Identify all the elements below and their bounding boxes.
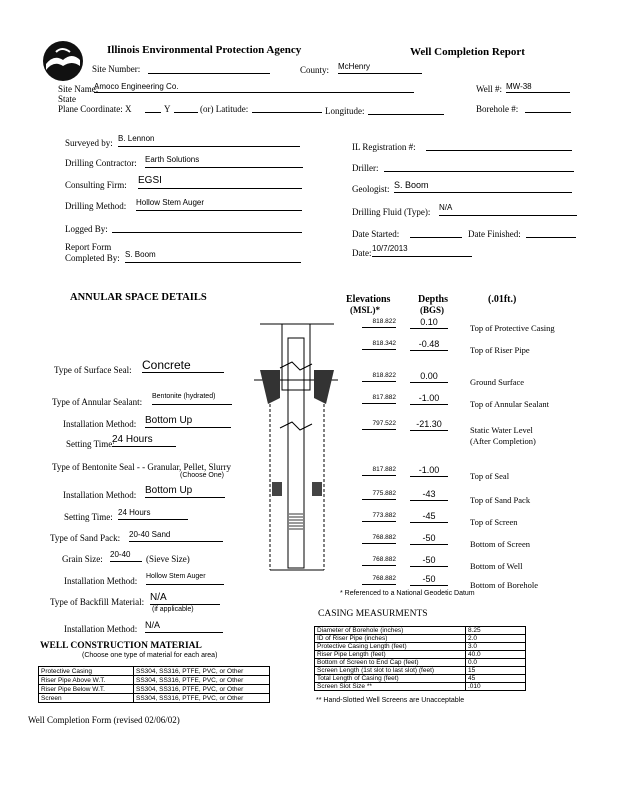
report-form-label: Report Form	[65, 242, 112, 252]
casing-value[interactable]: .010	[466, 683, 526, 691]
casing-label: ID of Riser Pipe (inches)	[315, 635, 466, 643]
longitude-field[interactable]	[368, 105, 444, 115]
installation-method-field-3[interactable]: Hollow Stem Auger	[146, 573, 224, 585]
casing-value[interactable]: 40.0	[466, 651, 526, 659]
completed-by-label: Completed By:	[65, 253, 120, 263]
depth-description: Top of Protective Casing	[470, 323, 555, 333]
depth-value[interactable]: -1.00	[410, 393, 448, 405]
elevations-header: Elevations	[346, 294, 391, 305]
latitude-label: (or) Latitude:	[200, 104, 249, 114]
county-label: County:	[300, 65, 330, 75]
depth-value[interactable]: -45	[410, 511, 448, 523]
depth-value[interactable]: -43	[410, 489, 448, 501]
depths-header: Depths	[418, 294, 449, 305]
elevation-value[interactable]: 768.882	[362, 534, 396, 544]
logged-by-label: Logged By:	[65, 224, 108, 234]
depth-description: Ground Surface	[470, 377, 525, 387]
casing-label: Bottom of Screen to End Cap (feet)	[315, 659, 466, 667]
bgs-header: (BGS)	[420, 305, 445, 315]
casing-value[interactable]: 3.0	[466, 643, 526, 651]
depth-value[interactable]: -50	[410, 574, 448, 586]
depth-description: Static Water Level	[470, 425, 533, 435]
construction-row	[39, 694, 270, 703]
elevation-value[interactable]: 768.882	[362, 575, 396, 585]
casing-value[interactable]: 45	[466, 675, 526, 683]
y-label: Y	[164, 104, 171, 114]
borehole-label: Borehole #:	[476, 104, 519, 114]
casing-label: Total Length of Casing (feet)	[315, 675, 466, 683]
casing-label: Screen Slot Size **	[315, 683, 466, 691]
depth-value[interactable]: 0.00	[410, 371, 448, 383]
latitude-field[interactable]	[252, 103, 322, 113]
elevation-value[interactable]: 768.882	[362, 556, 396, 566]
depth-description: Bottom of Screen	[470, 539, 530, 549]
completed-by-field[interactable]: S. Boom	[125, 250, 301, 263]
y-coordinate-field[interactable]	[174, 103, 198, 113]
date-finished-field[interactable]	[526, 227, 576, 238]
setting-time-field-2[interactable]: 24 Hours	[118, 508, 188, 520]
form-revision-footer: Well Completion Form (revised 02/06/02)	[28, 715, 180, 725]
depth-value[interactable]: -1.00	[410, 465, 448, 477]
date-started-field[interactable]	[410, 227, 462, 238]
depth-description: Top of Annular Sealant	[470, 399, 549, 409]
sand-pack-field[interactable]: 20-40 Sand	[129, 530, 223, 542]
depth-description: Top of Sand Pack	[470, 495, 531, 505]
casing-row	[315, 635, 526, 643]
driller-label: Driller:	[352, 163, 379, 173]
installation-method-field-2[interactable]: Bottom Up	[145, 485, 225, 498]
site-name-field[interactable]: Amoco Engineering Co.	[94, 82, 414, 93]
consulting-label: Consulting Firm:	[65, 180, 127, 190]
installation-method-field-4[interactable]: N/A	[145, 620, 223, 633]
casing-value[interactable]: 8.25	[466, 627, 526, 635]
annular-sealant-label: Type of Annular Sealant:	[52, 397, 143, 407]
setting-time-field-1[interactable]: 24 Hours	[112, 434, 176, 447]
casing-value[interactable]: 0.0	[466, 659, 526, 667]
construction-row	[39, 685, 270, 694]
date-field[interactable]: 10/7/2013	[372, 244, 472, 257]
casing-row	[315, 643, 526, 651]
elevation-value[interactable]: 775.882	[362, 490, 396, 500]
drilling-fluid-label: Drilling Fluid (Type):	[352, 207, 431, 217]
drilling-method-label: Drilling Method:	[65, 201, 127, 211]
backfill-label: Type of Backfill Material:	[50, 597, 145, 607]
depth-description: Top of Seal	[470, 471, 510, 481]
drilling-method-field[interactable]: Hollow Stem Auger	[136, 198, 302, 211]
construction-options[interactable]: SS304, SS316, PTFE, PVC, or Other	[134, 667, 270, 676]
contractor-field[interactable]: Earth Solutions	[145, 155, 303, 168]
construction-area: Screen	[39, 694, 134, 703]
casing-row	[315, 659, 526, 667]
grain-size-label: Grain Size:	[62, 554, 103, 564]
construction-options[interactable]: SS304, SS316, PTFE, PVC, or Other	[134, 685, 270, 694]
bentonite-seal-label: Type of Bentonite Seal - - Granular, Pellet, Slurry	[52, 462, 231, 472]
well-diagram	[252, 318, 342, 578]
construction-table	[38, 666, 270, 703]
date-finished-label: Date Finished:	[468, 229, 521, 239]
registration-label: IL Registration #:	[352, 142, 416, 152]
plane-coordinate-label: Plane Coordinate: X	[58, 104, 132, 114]
site-name-label: Site Name:	[58, 84, 99, 94]
sand-pack-label: Type of Sand Pack:	[50, 533, 121, 543]
casing-table	[314, 626, 526, 691]
elevation-value[interactable]: 818.822	[362, 372, 396, 382]
installation-method-label-4: Installation Method:	[64, 624, 138, 634]
construction-row	[39, 676, 270, 685]
depth-description: Top of Riser Pipe	[470, 345, 530, 355]
depth-description: Bottom of Well	[470, 561, 523, 571]
contractor-label: Drilling Contractor:	[65, 158, 137, 168]
casing-value[interactable]: 15	[466, 667, 526, 675]
driller-field[interactable]	[384, 161, 574, 172]
depth-value[interactable]: -0.48	[410, 339, 448, 351]
if-applicable-note: (if applicable)	[152, 606, 194, 613]
site-number-field[interactable]	[148, 63, 270, 74]
setting-time-label-2: Setting Time:	[64, 512, 113, 522]
registration-field[interactable]	[426, 140, 572, 151]
drilling-fluid-field[interactable]: N/A	[439, 203, 577, 216]
installation-method-label-2: Installation Method:	[63, 490, 137, 500]
site-number-label: Site Number:	[92, 64, 141, 74]
casing-row	[315, 627, 526, 635]
casing-label: Diameter of Borehole (inches)	[315, 627, 466, 635]
well-number-field[interactable]: MW-38	[506, 82, 570, 93]
elevation-value[interactable]: 818.342	[362, 340, 396, 350]
construction-title: WELL CONSTRUCTION MATERIAL	[40, 641, 202, 651]
installation-method-field-1[interactable]: Bottom Up	[145, 415, 231, 428]
elevation-value[interactable]: 797.522	[362, 420, 396, 430]
agency-title: Illinois Environmental Protection Agency	[107, 44, 302, 56]
construction-subtitle: (Choose one type of material for each area)	[82, 652, 218, 659]
casing-value[interactable]: 2.0	[466, 635, 526, 643]
annular-section-title: ANNULAR SPACE DETAILS	[70, 292, 207, 303]
report-title: Well Completion Report	[410, 46, 525, 58]
surface-seal-field[interactable]: Concrete	[142, 358, 224, 373]
annular-sealant-field[interactable]: Bentonite (hydrated)	[152, 393, 232, 405]
setting-time-label-1: Setting Time:	[66, 439, 115, 449]
casing-label: Riser Pipe Length (feet)	[315, 651, 466, 659]
depth-description: Top of Screen	[470, 517, 518, 527]
construction-options[interactable]: SS304, SS316, PTFE, PVC, or Other	[134, 676, 270, 685]
datum-footnote: * Referenced to a National Geodetic Datum	[340, 590, 475, 597]
grain-size-field[interactable]: 20-40	[110, 550, 142, 562]
county-field[interactable]: McHenry	[338, 62, 422, 74]
consulting-field[interactable]: EGSI	[138, 175, 302, 189]
elevation-value[interactable]: 818.822	[362, 318, 396, 328]
elevation-value[interactable]: 817.882	[362, 466, 396, 476]
precision-header: (.01ft.)	[488, 294, 517, 305]
surveyed-by-label: Surveyed by:	[65, 138, 113, 148]
borehole-field[interactable]	[525, 103, 571, 113]
depth-value[interactable]: -21.30	[410, 419, 448, 431]
installation-method-label-1: Installation Method:	[63, 419, 137, 429]
casing-row	[315, 675, 526, 683]
construction-row	[39, 667, 270, 676]
date-label: Date:	[352, 248, 372, 258]
casing-footnote: ** Hand-Slotted Well Screens are Unacceptable	[316, 697, 465, 704]
sieve-size-note: (Sieve Size)	[146, 554, 190, 564]
casing-row	[315, 683, 526, 691]
depth-description-sub: (After Completion)	[470, 436, 536, 446]
well-number-label: Well #:	[476, 84, 503, 94]
depth-value[interactable]: -50	[410, 533, 448, 545]
construction-area: Riser Pipe Below W.T.	[39, 685, 134, 694]
construction-area: Protective Casing	[39, 667, 134, 676]
casing-label: Protective Casing Length (feet)	[315, 643, 466, 651]
casing-title: CASING MEASURMENTS	[318, 609, 428, 619]
state-label: State	[58, 94, 76, 104]
geologist-label: Geologist:	[352, 184, 390, 194]
logged-by-field[interactable]	[112, 222, 302, 233]
longitude-label: Longitude:	[325, 106, 365, 116]
construction-options[interactable]: SS304, SS316, PTFE, PVC, or Other	[134, 694, 270, 703]
depth-value[interactable]: 0.10	[410, 317, 448, 329]
x-coordinate-field[interactable]	[145, 103, 161, 113]
depth-value[interactable]: -50	[410, 555, 448, 567]
casing-row	[315, 667, 526, 675]
installation-method-label-3: Installation Method:	[64, 576, 138, 586]
date-started-label: Date Started:	[352, 229, 400, 239]
elevation-value[interactable]: 773.882	[362, 512, 396, 522]
geologist-field[interactable]: S. Boom	[394, 180, 572, 193]
depth-description: Bottom of Borehole	[470, 580, 538, 590]
backfill-field[interactable]: N/A	[150, 592, 220, 605]
casing-row	[315, 651, 526, 659]
msl-header: (MSL)*	[350, 305, 380, 315]
casing-label: Screen Length (1st slot to last slot) (feet)	[315, 667, 466, 675]
elevation-value[interactable]: 817.882	[362, 394, 396, 404]
iepa-logo-icon	[42, 40, 84, 82]
surface-seal-label: Type of Surface Seal:	[54, 365, 132, 375]
choose-one-note: (Choose One)	[180, 472, 224, 479]
surveyed-by-field[interactable]: B. Lennon	[118, 134, 300, 147]
construction-area: Riser Pipe Above W.T.	[39, 676, 134, 685]
